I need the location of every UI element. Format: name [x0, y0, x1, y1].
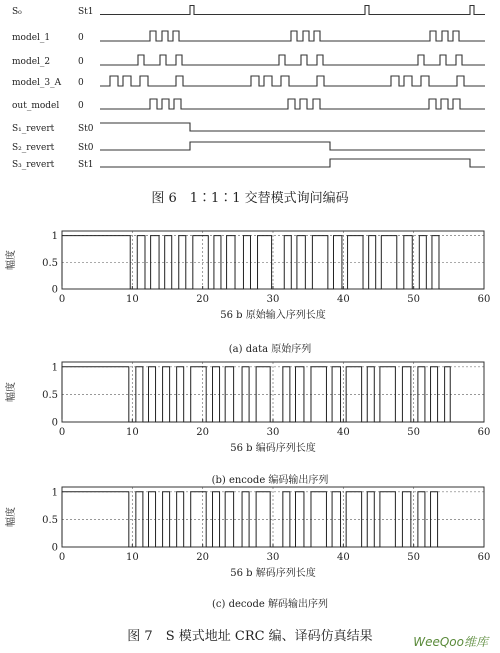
x-tick-label-5: 50: [407, 427, 421, 438]
plot-data-original: [4, 231, 490, 321]
x-tick-label-2: 20: [196, 552, 210, 563]
signal-name-1: model_1: [12, 33, 51, 43]
waveform-0: [100, 6, 485, 15]
signal-name-3: model_3_A: [12, 78, 62, 88]
signal-value-7: St1: [78, 160, 94, 170]
x-tick-label-4: 40: [336, 552, 350, 563]
signal-name-4: out_model: [12, 101, 60, 111]
x-tick-label-0: 0: [58, 294, 66, 305]
timing-diagram: [12, 6, 485, 171]
y-tick-label-1: 0.5: [42, 514, 58, 526]
x-tick-label-1: 10: [125, 294, 139, 305]
signal-value-3: 0: [78, 78, 84, 88]
y-tick-label-2: 1: [51, 231, 58, 243]
y-tick-label-1: 0.5: [42, 257, 58, 269]
waveform-6: [100, 142, 485, 150]
waveform-2: [100, 55, 485, 65]
waveform-4: [100, 99, 485, 109]
signal-value-2: 0: [78, 57, 84, 67]
x-tick-label-4: 40: [336, 294, 350, 305]
figure7-caption: 图 7 S 模式地址 CRC 编、译码仿真结果: [127, 629, 373, 644]
signal-value-0: St1: [78, 7, 94, 17]
plot-encode-output: [4, 362, 490, 454]
signal-value-4: 0: [78, 101, 84, 111]
y-axis-label: 幅度: [6, 507, 17, 527]
x-tick-label-1: 10: [125, 427, 139, 438]
y-tick-label-0: 0: [51, 284, 58, 296]
x-tick-label-3: 30: [266, 427, 280, 438]
y-axis-label: 幅度: [6, 382, 17, 402]
figure6-caption: 图 6 1∶1∶1 交替模式询问编码: [151, 191, 349, 206]
x-axis-label: 56 b 解码序列长度: [230, 568, 316, 579]
y-tick-label-2: 1: [51, 487, 58, 499]
x-tick-label-3: 30: [266, 294, 280, 305]
watermark-logo: WeeQoo维库: [413, 635, 488, 649]
x-tick-label-3: 30: [266, 552, 280, 563]
x-tick-label-4: 40: [336, 427, 350, 438]
x-tick-label-6: 60: [477, 294, 491, 305]
x-tick-label-1: 10: [125, 552, 139, 563]
x-tick-label-6: 60: [477, 427, 491, 438]
plot-b-title: (b) encode 编码输出序列: [211, 475, 329, 486]
y-tick-label-2: 1: [51, 362, 58, 374]
signal-name-7: S₃_revert: [12, 160, 55, 170]
x-tick-label-5: 50: [407, 552, 421, 563]
plot-c-title: (c) decode 解码输出序列: [211, 599, 329, 610]
x-tick-label-6: 60: [477, 552, 491, 563]
waveform-1: [100, 31, 485, 41]
waveform-5: [100, 123, 485, 131]
x-tick-label-0: 0: [58, 552, 66, 563]
signal-value-6: St0: [78, 143, 94, 153]
waveform-3: [100, 76, 485, 86]
x-tick-label-2: 20: [196, 294, 210, 305]
signal-name-6: S₂_revert: [12, 143, 55, 153]
x-tick-label-2: 20: [196, 427, 210, 438]
signal-name-5: S₁_revert: [12, 124, 55, 134]
plot-decode-output: [4, 487, 490, 579]
waveform-7: [100, 159, 485, 167]
y-tick-label-1: 0.5: [42, 389, 58, 401]
x-axis-label: 56 b 编码序列长度: [230, 443, 316, 454]
y-tick-label-0: 0: [51, 542, 58, 554]
x-tick-label-0: 0: [58, 427, 66, 438]
x-axis-label: 56 b 原始输入序列长度: [220, 310, 326, 321]
x-tick-label-5: 50: [407, 294, 421, 305]
signal-name-0: S₀: [12, 7, 22, 17]
y-axis-label: 幅度: [6, 250, 17, 270]
signal-value-1: 0: [78, 33, 84, 43]
y-tick-label-0: 0: [51, 417, 58, 429]
signal-name-2: model_2: [12, 57, 51, 67]
plot-a-title: (a) data 原始序列: [228, 344, 312, 355]
signal-value-5: St0: [78, 124, 94, 134]
